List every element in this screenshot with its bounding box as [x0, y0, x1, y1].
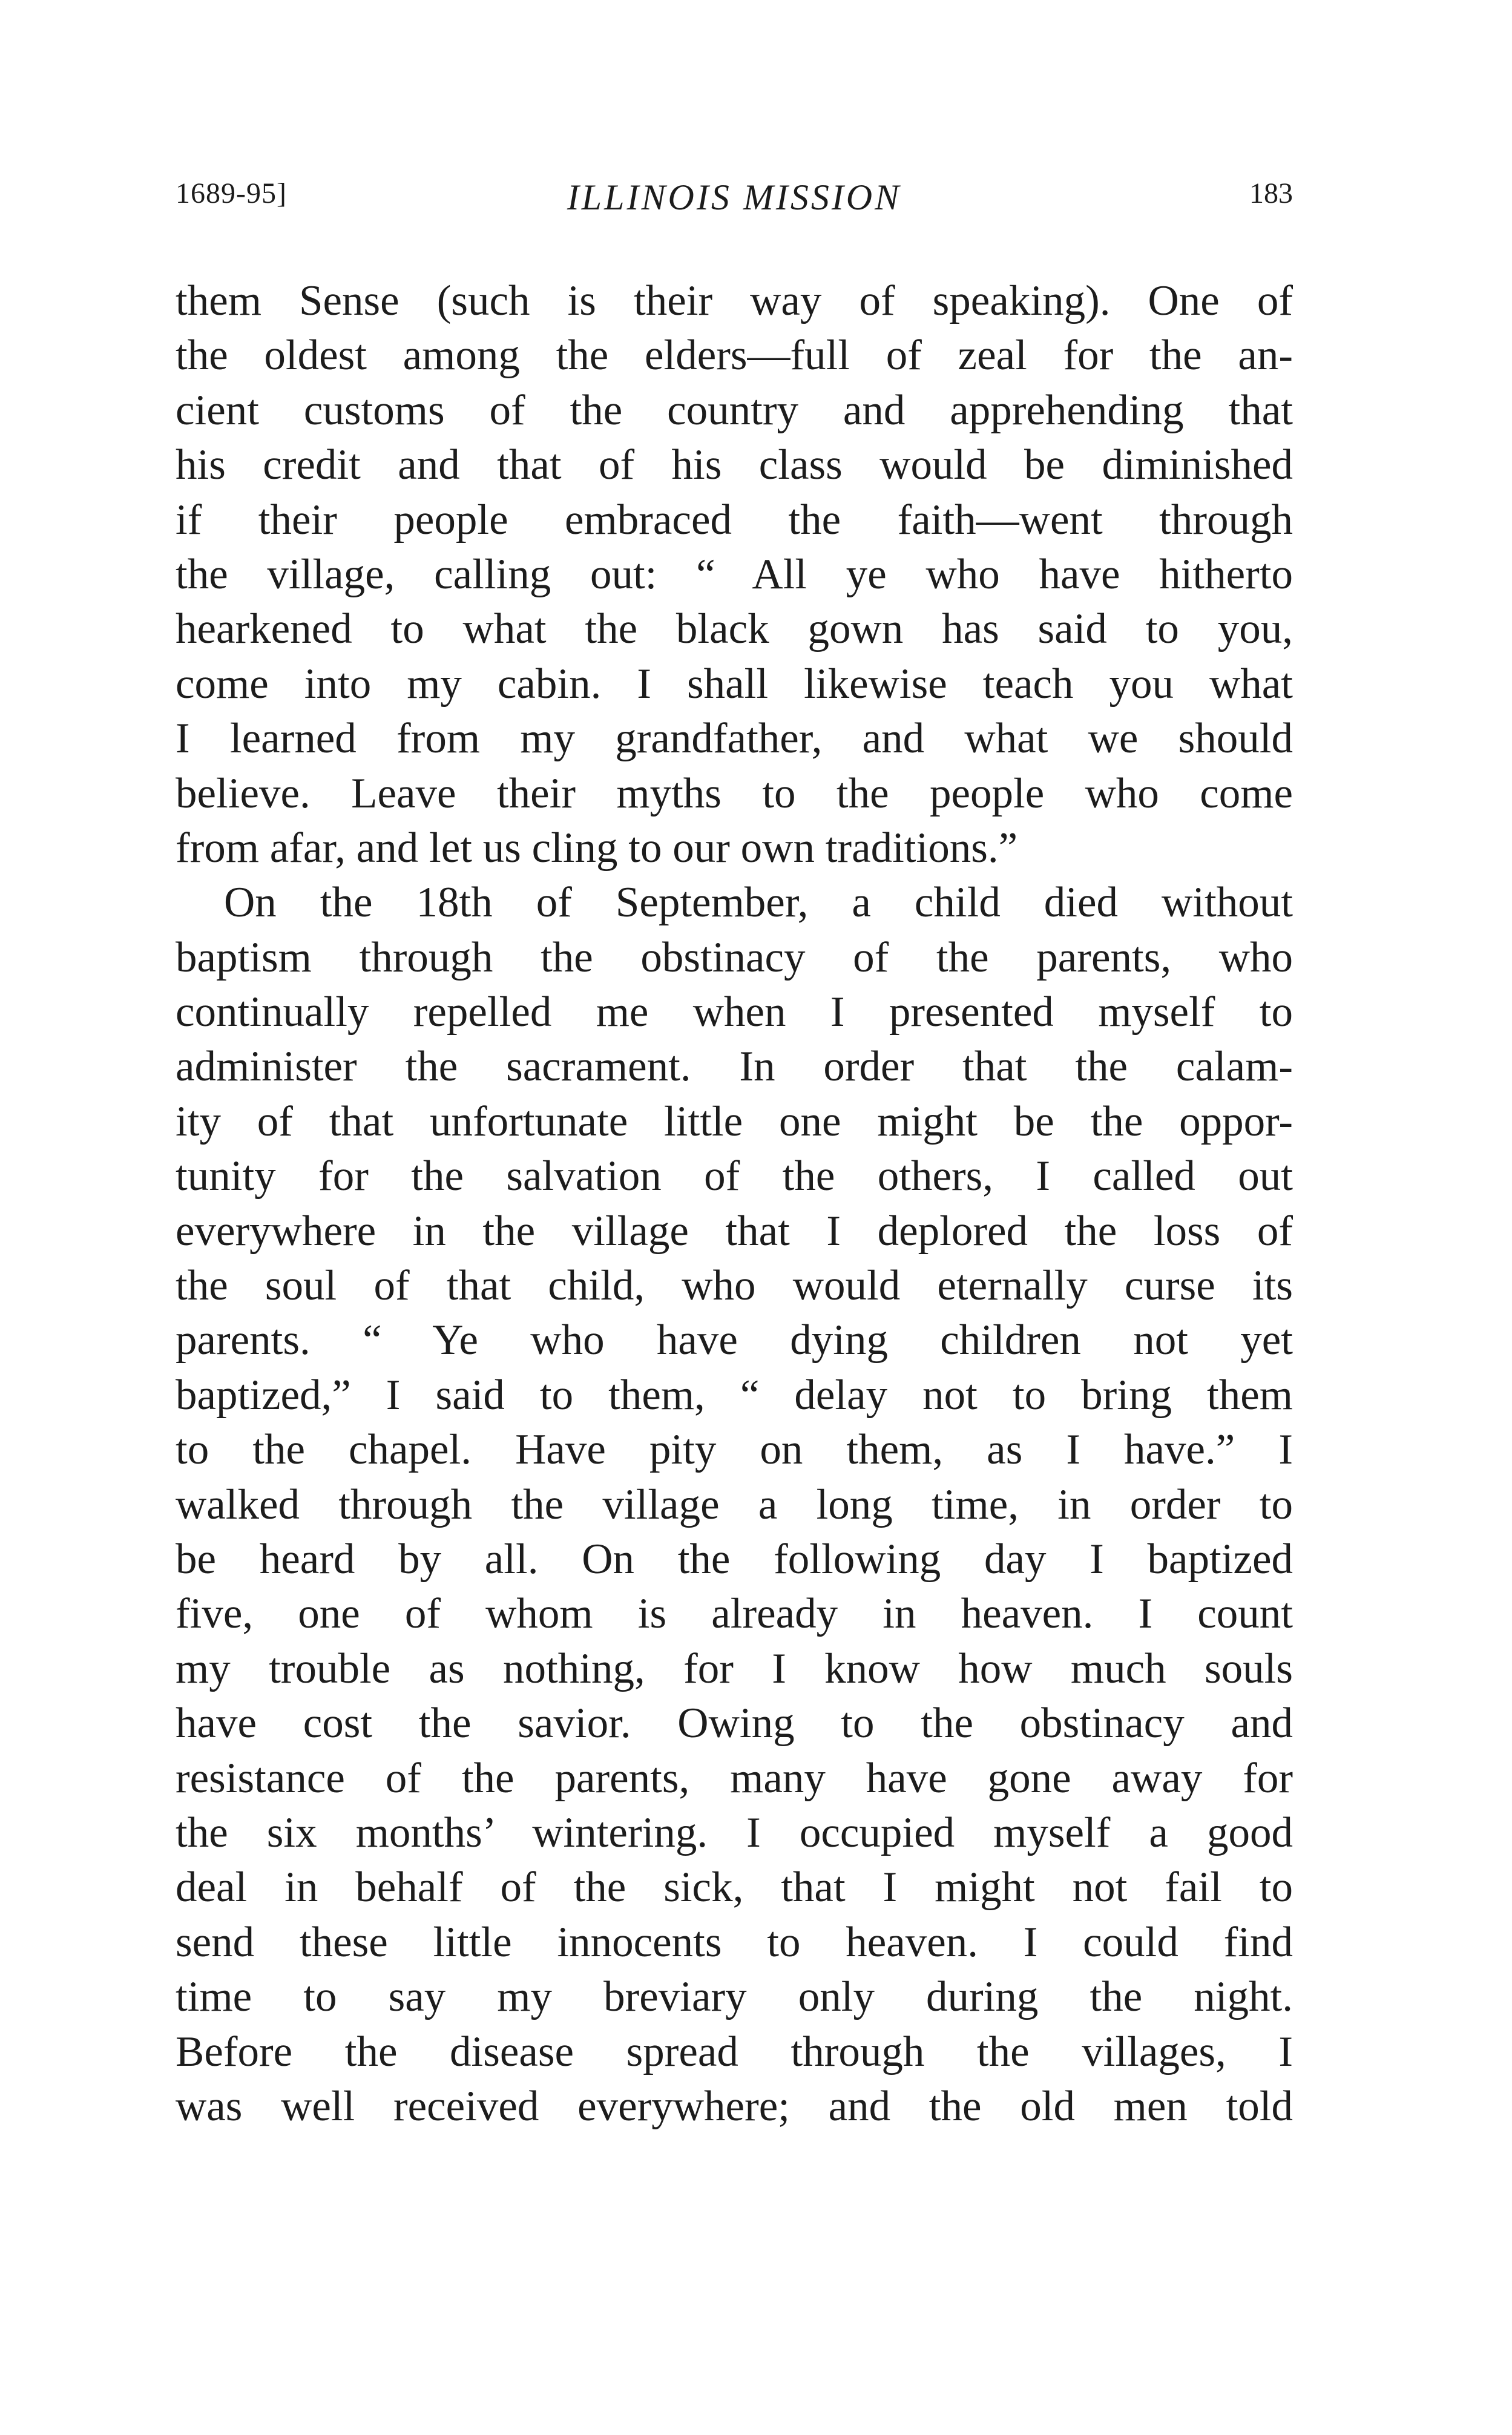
text-line: resistance of the parents, many have gone away for	[176, 1754, 1293, 1802]
text-line: them Sense (such is their way of speaking). One of	[176, 277, 1293, 324]
text-line: believe. Leave their myths to the people who come	[176, 769, 1293, 817]
text-line: have cost the savior. Owing to the obstinacy and	[176, 1700, 1293, 1747]
text-line: the village, calling out: “ All ye who have hitherto	[176, 550, 1293, 598]
paragraph-start-line: On the 18th of September, a child died without	[224, 879, 1293, 927]
header-date-range: 1689-95]	[176, 177, 287, 209]
text-line: continually repelled me when I presented myself to	[176, 988, 1293, 1036]
text-line: five, one of whom is already in heaven. I count	[176, 1590, 1293, 1638]
text-line: baptism through the obstinacy of the parents, who	[176, 933, 1293, 981]
text-line: to the chapel. Have pity on them, as I have.” I	[176, 1426, 1293, 1474]
header-title: ILLINOIS MISSION	[567, 177, 902, 217]
body-text	[176, 274, 1293, 2134]
text-line: the oldest among the elders—full of zeal for the an-	[176, 332, 1293, 380]
text-line: send these little innocents to heaven. I could find	[176, 1918, 1293, 1966]
text-line: tunity for the salvation of the others, I called out	[176, 1152, 1293, 1200]
text-line: Before the disease spread through the villages, I	[176, 2028, 1293, 2075]
text-line: his credit and that of his class would be diminished	[176, 441, 1293, 489]
text-line: was well received everywhere; and the old men told	[176, 2082, 1293, 2130]
text-line: hearkened to what the black gown has said to you,	[176, 605, 1293, 653]
text-line: my trouble as nothing, for I know how much souls	[176, 1645, 1293, 1692]
text-line: parents. “ Ye who have dying children not yet	[176, 1316, 1293, 1364]
text-line: if their people embraced the faith—went through	[176, 496, 1293, 544]
text-line: ity of that unfortunate little one might be the oppor-	[176, 1097, 1293, 1145]
text-line: I learned from my grandfather, and what we should	[176, 715, 1293, 763]
text-line: the soul of that child, who would eternally curse its	[176, 1262, 1293, 1310]
text-line: cient customs of the country and apprehending that	[176, 386, 1293, 434]
text-line: come into my cabin. I shall likewise teach you what	[176, 660, 1293, 708]
text-line: deal in behalf of the sick, that I might not fail to	[176, 1864, 1293, 1911]
text-line: walked through the village a long time, in order to	[176, 1480, 1293, 1528]
running-header	[176, 177, 1293, 225]
page-number: 183	[1249, 177, 1293, 209]
text-line: time to say my breviary only during the night.	[176, 1973, 1293, 2021]
text-line: the six months’ wintering. I occupied myself a good	[176, 1809, 1293, 1856]
text-line: be heard by all. On the following day I baptized	[176, 1535, 1293, 1583]
text-line: from afar, and let us cling to our own traditions.”	[176, 824, 1018, 872]
text-line: administer the sacrament. In order that the calam-	[176, 1043, 1293, 1091]
text-line: everywhere in the village that I deplored the loss of	[176, 1207, 1293, 1255]
text-line: baptized,” I said to them, “ delay not to bring them	[176, 1371, 1293, 1419]
